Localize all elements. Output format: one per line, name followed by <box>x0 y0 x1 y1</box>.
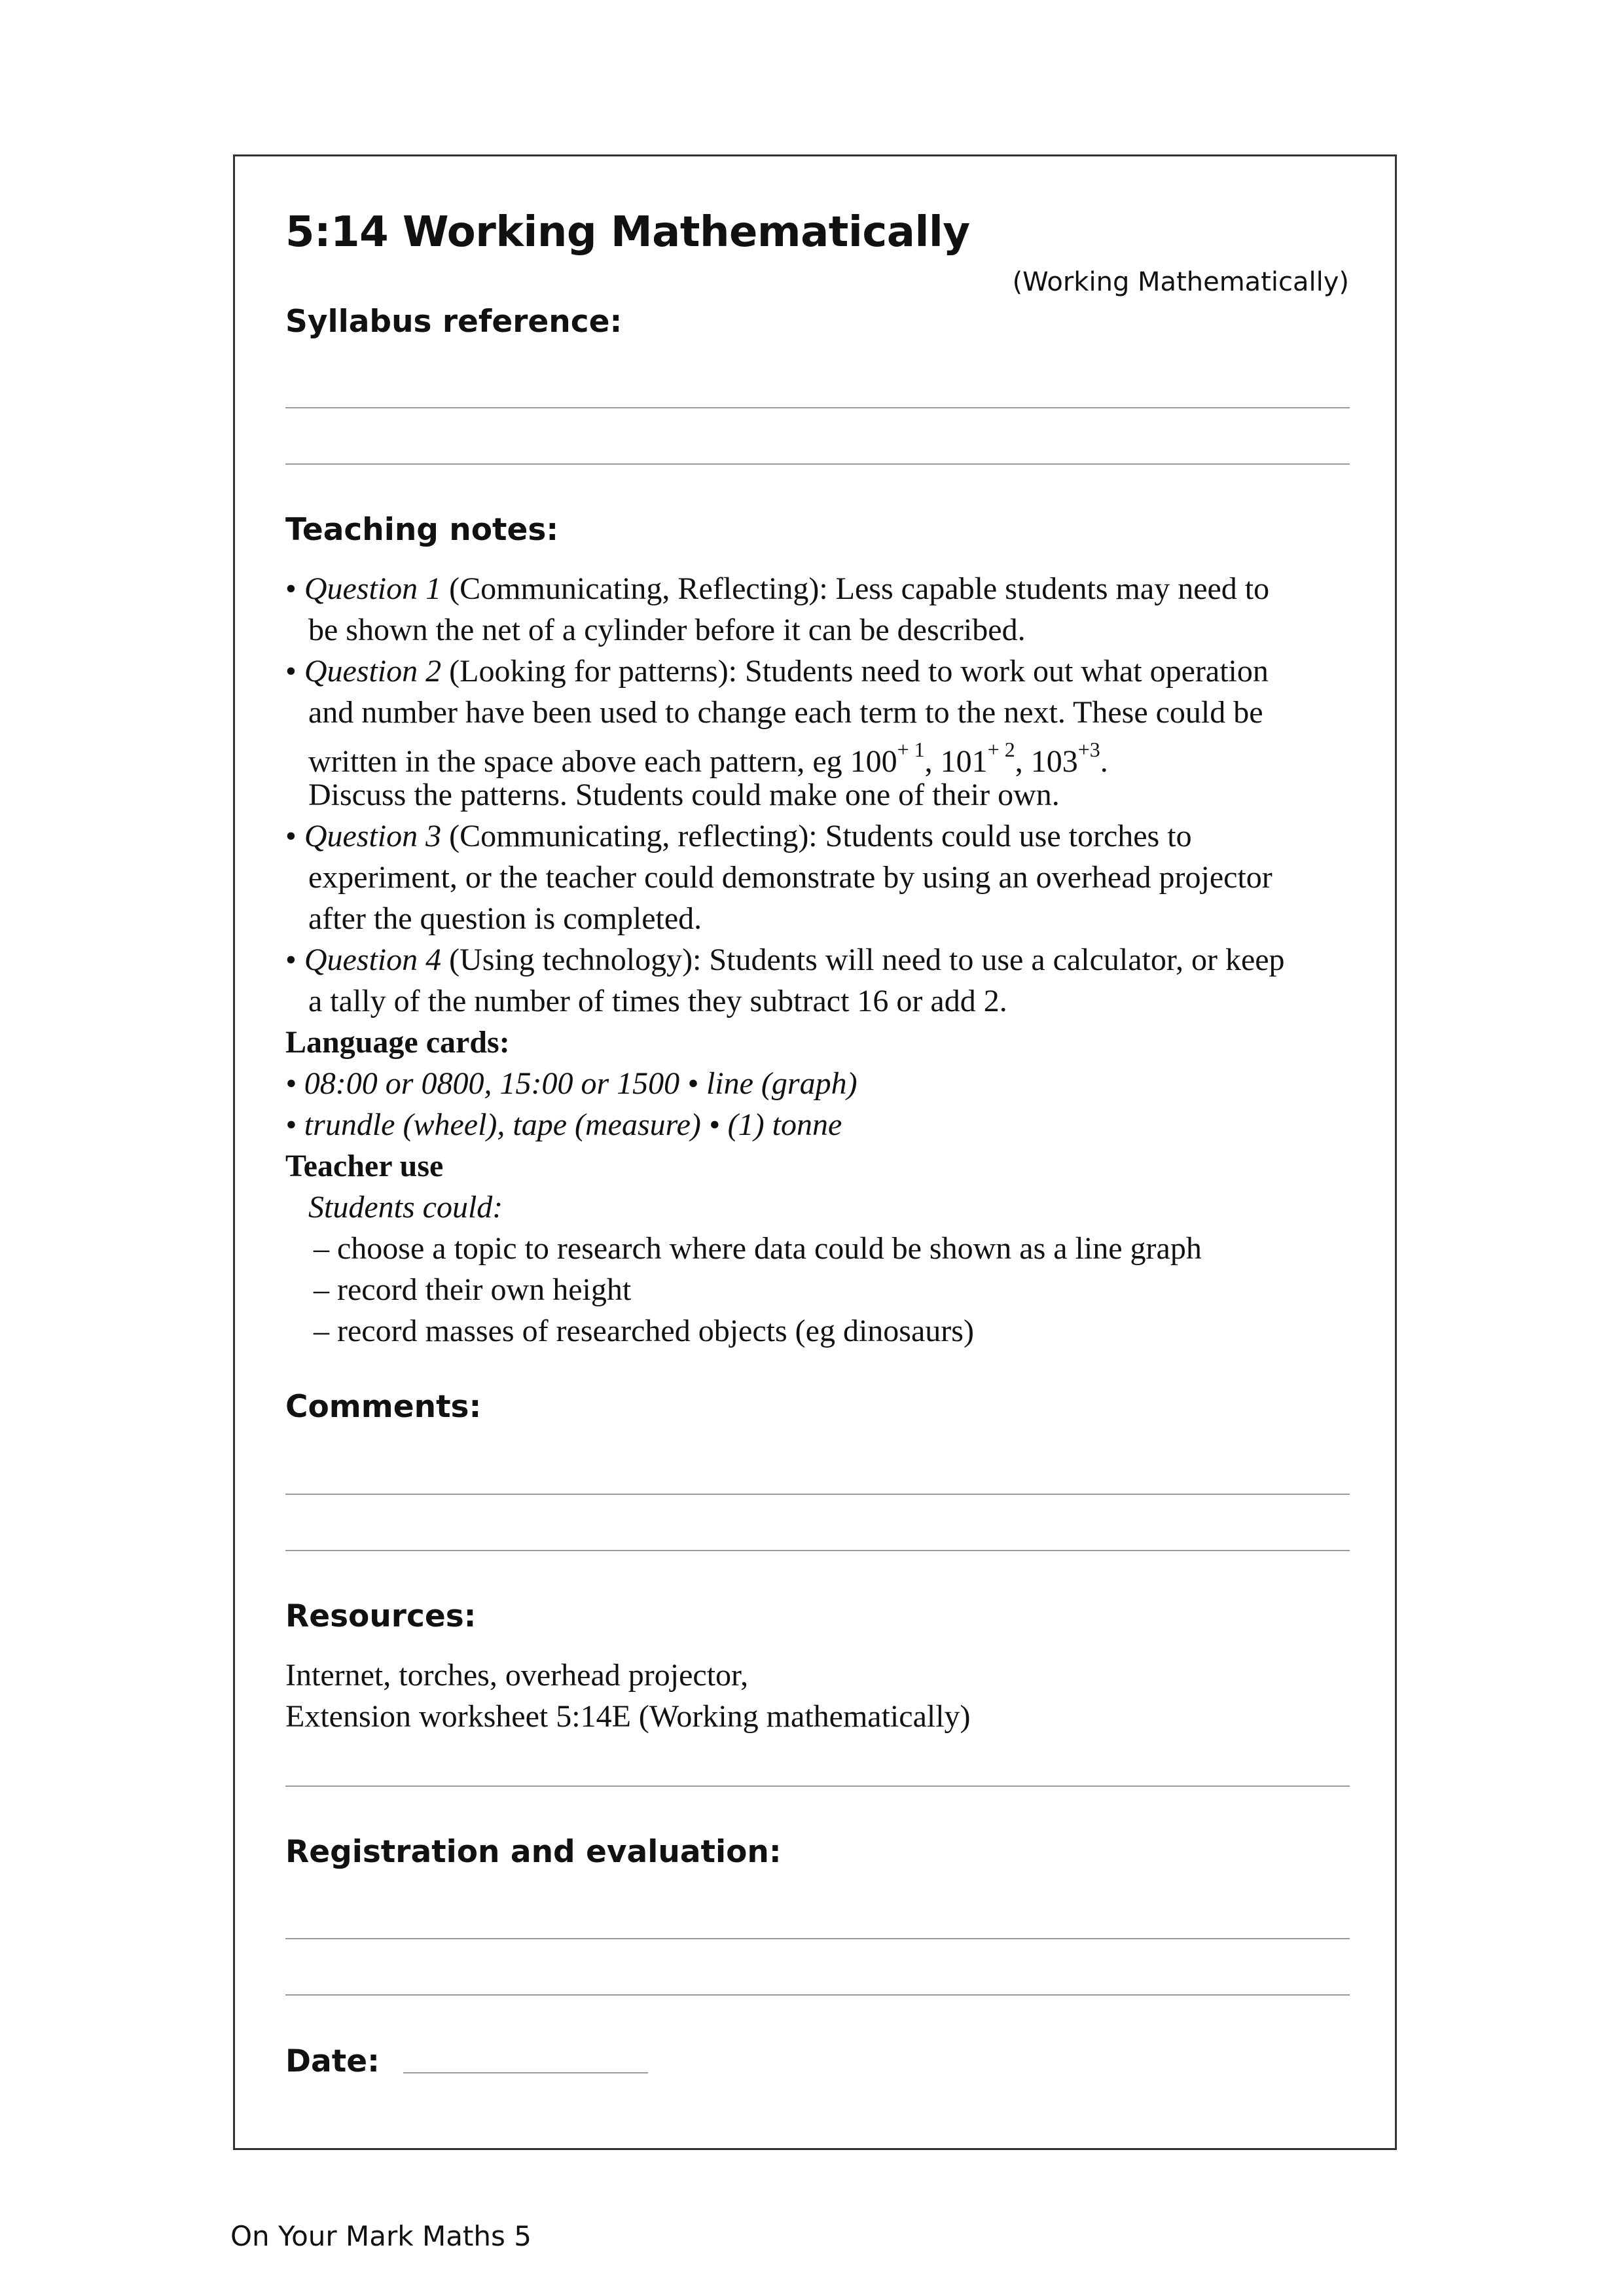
note-question-2-pattern: written in the space above each pattern, eg $100^{+ 1}$, $101^{+ 2}$, $103^{+3}$. <box>308 738 1108 779</box>
syllabus-heading: Syllabus reference: <box>285 304 623 340</box>
syllabus-line-2 <box>285 463 1350 465</box>
comments-line-2 <box>285 1550 1350 1551</box>
note-question-1-cont: be shown the net of a cylinder before it can be described. <box>308 613 1026 647</box>
teacher-use-heading: Teacher use <box>285 1149 444 1183</box>
note-question-4-cont: a tally of the number of times they subtract 16 or add 2. <box>308 984 1007 1018</box>
teacher-use-item: – record their own height <box>314 1272 632 1307</box>
resources-rule <box>285 1785 1350 1787</box>
question-2-label: Question 2 <box>304 654 442 689</box>
note-question-4: • Question 4 (Using technology): Students will need to use a calculator, or keep <box>285 942 1285 977</box>
registration-heading: Registration and evaluation: <box>285 1834 782 1870</box>
resources-heading: Resources: <box>285 1598 477 1634</box>
resources-line: Internet, torches, overhead projector, <box>285 1658 749 1693</box>
note-question-2-discuss: Discuss the patterns. Students could make one of their own. <box>308 778 1060 812</box>
language-card-line: • 08:00 or 0800, 15:00 or 1500 • line (graph) <box>285 1066 857 1101</box>
resources-line: Extension worksheet 5:14E (Working mathematically) <box>285 1699 971 1734</box>
strand-label: (Working Mathematically) <box>1012 267 1349 297</box>
note-question-2: • Question 2 (Looking for patterns): Students need to work out what operation <box>285 654 1269 689</box>
note-question-3-cont: experiment, or the teacher could demonstrate by using an overhead projector <box>308 860 1272 895</box>
teacher-use-intro: Students could: <box>308 1190 503 1225</box>
pattern-step-2: + 2 <box>987 738 1015 761</box>
registration-line-2 <box>285 1994 1350 1996</box>
pattern-step-3: +3 <box>1077 738 1100 761</box>
page-footer: On Your Mark Maths 5 <box>230 2220 532 2252</box>
question-1-label: Question 1 <box>304 571 442 606</box>
note-question-1: • Question 1 (Communicating, Reflecting): Less capable students may need to <box>285 571 1270 606</box>
language-card-line: • trundle (wheel), tape (measure) • (1) tonne <box>285 1107 842 1142</box>
date-label: Date: <box>285 2043 380 2079</box>
syllabus-line-1 <box>285 407 1350 408</box>
teacher-use-item: – record masses of researched objects (eg dinosaurs) <box>314 1314 974 1348</box>
question-3-label: Question 3 <box>304 819 442 853</box>
comments-heading: Comments: <box>285 1389 482 1425</box>
teacher-use-item: – choose a topic to research where data could be shown as a line graph <box>314 1231 1202 1266</box>
comments-line-1 <box>285 1494 1350 1495</box>
date-field[interactable] <box>403 2072 648 2073</box>
note-question-2-cont: and number have been used to change each term to the next. These could be <box>308 695 1263 730</box>
teaching-notes-heading: Teaching notes: <box>285 512 559 548</box>
registration-line-1 <box>285 1938 1350 1939</box>
pattern-step-1: + 1 <box>897 738 925 761</box>
note-question-3-end: after the question is completed. <box>308 901 702 936</box>
question-4-label: Question 4 <box>304 942 442 977</box>
note-question-3: • Question 3 (Communicating, reflecting): Students could use torches to <box>285 819 1192 853</box>
language-cards-heading: Language cards: <box>285 1025 510 1060</box>
page-title: 5:14 Working Mathematically <box>285 208 970 257</box>
